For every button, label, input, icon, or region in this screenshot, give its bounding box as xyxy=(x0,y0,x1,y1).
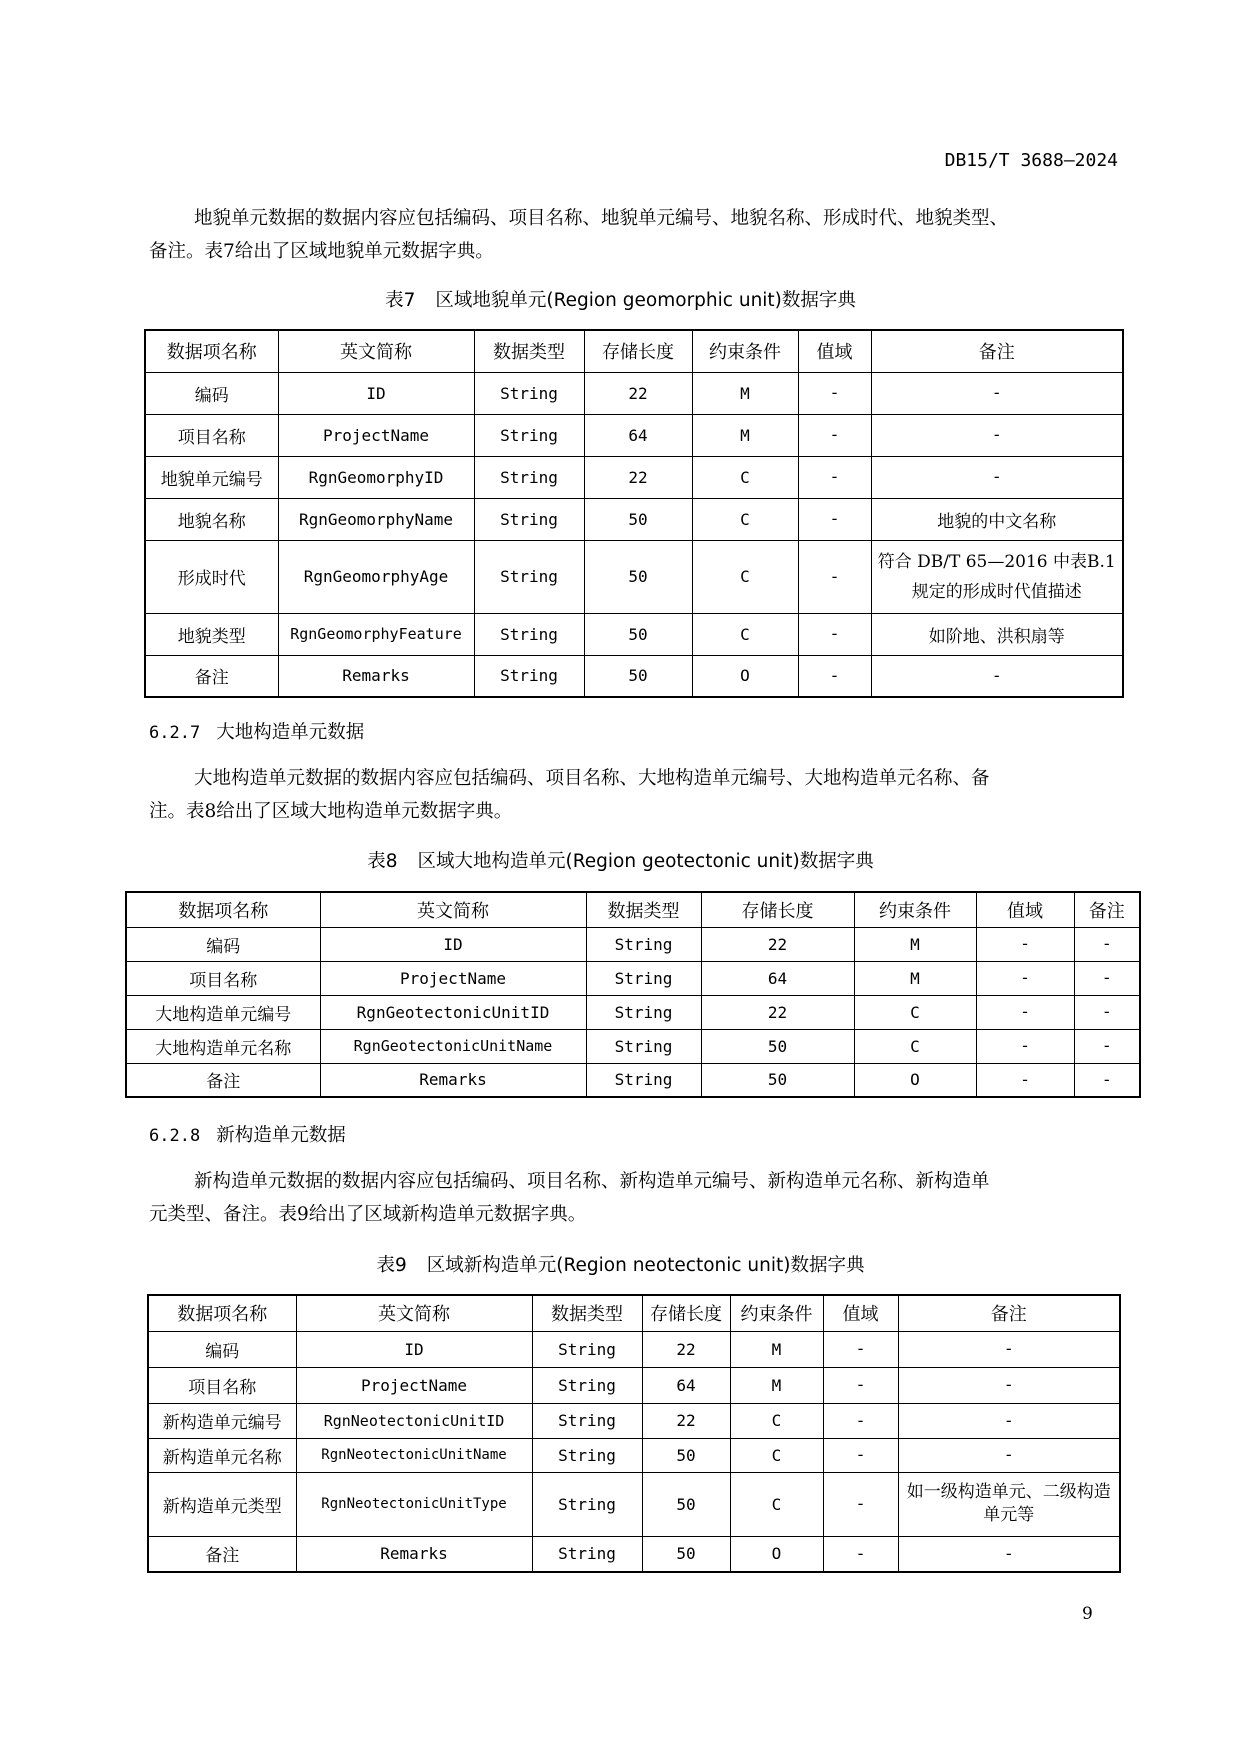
paragraph-neotectonic-intro xyxy=(149,1165,1121,1231)
table-cell: 50 xyxy=(701,1029,854,1063)
table-row xyxy=(126,961,1140,995)
table-cell: 64 xyxy=(642,1367,730,1403)
table-cell: String xyxy=(586,1029,701,1063)
column-header: 值域 xyxy=(976,892,1074,927)
paragraph-line: 新构造单元数据的数据内容应包括编码、项目名称、新构造单元编号、新构造单元名称、新构造单 xyxy=(194,1171,990,1192)
table-row xyxy=(145,498,1123,540)
table-cell: M xyxy=(854,927,976,961)
table-cell: 如阶地、洪积扇等 xyxy=(871,613,1123,655)
table-cell: String xyxy=(586,961,701,995)
paragraph-geomorphic-intro xyxy=(149,202,1121,268)
table-cell: RgnGeotectonicUnitName xyxy=(320,1029,586,1063)
table-cell: C xyxy=(692,498,798,540)
table-cell: 大地构造单元编号 xyxy=(126,995,320,1029)
table-cell: 形成时代 xyxy=(145,540,278,613)
table-cell: 编码 xyxy=(126,927,320,961)
table-cell: - xyxy=(871,414,1123,456)
table-cell: 项目名称 xyxy=(145,414,278,456)
section-title: 新构造单元数据 xyxy=(216,1125,346,1146)
table-row xyxy=(126,1063,1140,1097)
table-cell: - xyxy=(976,995,1074,1029)
table-cell: C xyxy=(692,540,798,613)
column-header: 约束条件 xyxy=(854,892,976,927)
paragraph-line: 大地构造单元数据的数据内容应包括编码、项目名称、大地构造单元编号、大地构造单元名称、备 xyxy=(194,768,990,789)
table-row xyxy=(148,1472,1120,1536)
column-header: 英文简称 xyxy=(296,1295,532,1331)
table-cell: C xyxy=(692,456,798,498)
paragraph-geotectonic-intro xyxy=(149,762,1121,828)
table-row xyxy=(148,1403,1120,1438)
table7-caption xyxy=(0,286,1241,312)
table-cell: - xyxy=(823,1331,898,1367)
column-header: 约束条件 xyxy=(730,1295,823,1331)
table-header-row xyxy=(126,892,1140,927)
table-row xyxy=(148,1536,1120,1572)
section-heading-6-2-8 xyxy=(149,1121,346,1147)
table-cell: - xyxy=(798,372,871,414)
section-number: 6.2.8 xyxy=(149,1126,201,1146)
table-cell: 22 xyxy=(584,456,692,498)
table-cell: - xyxy=(898,1367,1120,1403)
table-cell: - xyxy=(798,456,871,498)
table-row xyxy=(126,927,1140,961)
table-cell: - xyxy=(976,927,1074,961)
table-row xyxy=(148,1438,1120,1472)
table-cell: 地貌名称 xyxy=(145,498,278,540)
table-cell: String xyxy=(586,927,701,961)
table-cell: - xyxy=(798,655,871,697)
table-cell: O xyxy=(692,655,798,697)
table-cell: C xyxy=(854,1029,976,1063)
paragraph-line: 注。表8给出了区域大地构造单元数据字典。 xyxy=(149,801,513,822)
table-cell: RgnGeomorphyID xyxy=(278,456,474,498)
table-cell: - xyxy=(798,540,871,613)
table-cell: - xyxy=(871,655,1123,697)
table-cell: M xyxy=(854,961,976,995)
table-row xyxy=(148,1331,1120,1367)
table-cell: O xyxy=(854,1063,976,1097)
table-cell: ProjectName xyxy=(320,961,586,995)
table-cell: - xyxy=(871,456,1123,498)
table-cell: - xyxy=(1074,927,1140,961)
table-cell: 50 xyxy=(642,1536,730,1572)
table-cell: C xyxy=(730,1438,823,1472)
table-cell: Remarks xyxy=(320,1063,586,1097)
table-cell: String xyxy=(474,372,584,414)
column-header: 数据项名称 xyxy=(148,1295,296,1331)
table-cell: 编码 xyxy=(145,372,278,414)
table-cell: 大地构造单元名称 xyxy=(126,1029,320,1063)
table-cell: 备注 xyxy=(145,655,278,697)
table-cell: 备注 xyxy=(148,1536,296,1572)
table-cell: 备注 xyxy=(126,1063,320,1097)
table-cell: String xyxy=(474,655,584,697)
table-row xyxy=(145,414,1123,456)
table-cell: C xyxy=(730,1403,823,1438)
table-cell: - xyxy=(898,1438,1120,1472)
column-header: 备注 xyxy=(871,330,1123,372)
table-row xyxy=(145,613,1123,655)
table-cell: RgnGeomorphyAge xyxy=(278,540,474,613)
paragraph-line: 元类型、备注。表9给出了区域新构造单元数据字典。 xyxy=(149,1204,587,1225)
table-cell: ID xyxy=(278,372,474,414)
table-cell: String xyxy=(586,995,701,1029)
table-cell: RgnGeotectonicUnitID xyxy=(320,995,586,1029)
table-cell: 新构造单元编号 xyxy=(148,1403,296,1438)
column-header: 数据类型 xyxy=(586,892,701,927)
table-cell: String xyxy=(474,456,584,498)
column-header: 备注 xyxy=(898,1295,1120,1331)
table-cell: 项目名称 xyxy=(148,1367,296,1403)
table-cell: 64 xyxy=(701,961,854,995)
column-header: 英文简称 xyxy=(278,330,474,372)
table-cell: - xyxy=(976,1063,1074,1097)
table-cell: ProjectName xyxy=(296,1367,532,1403)
table-cell: M xyxy=(692,414,798,456)
table-cell: 地貌类型 xyxy=(145,613,278,655)
table9-neotectonic-dictionary xyxy=(147,1294,1121,1573)
table-cell: 22 xyxy=(642,1331,730,1367)
table-cell: - xyxy=(823,1367,898,1403)
column-header: 数据类型 xyxy=(532,1295,642,1331)
table-cell: - xyxy=(898,1403,1120,1438)
table-cell: 如一级构造单元、二级构造单元等 xyxy=(898,1472,1120,1536)
table-cell: String xyxy=(474,540,584,613)
column-header: 存储长度 xyxy=(642,1295,730,1331)
column-header: 数据项名称 xyxy=(145,330,278,372)
section-heading-6-2-7 xyxy=(149,718,364,744)
table-cell: - xyxy=(1074,1029,1140,1063)
table8-caption xyxy=(0,847,1241,873)
table-cell: 新构造单元类型 xyxy=(148,1472,296,1536)
table-cell: - xyxy=(823,1472,898,1536)
table-cell: M xyxy=(730,1367,823,1403)
column-header: 备注 xyxy=(1074,892,1140,927)
table-row xyxy=(148,1367,1120,1403)
table-cell: String xyxy=(586,1063,701,1097)
table-cell: - xyxy=(823,1536,898,1572)
column-header: 值域 xyxy=(823,1295,898,1331)
table-cell: String xyxy=(474,613,584,655)
table-cell: 编码 xyxy=(148,1331,296,1367)
table8-label: 表8 xyxy=(367,851,398,872)
table-cell: String xyxy=(474,498,584,540)
table-row xyxy=(145,372,1123,414)
table-cell: RgnNeotectonicUnitName xyxy=(296,1438,532,1472)
table-cell: 22 xyxy=(701,995,854,1029)
table-row xyxy=(126,995,1140,1029)
table-cell: 新构造单元名称 xyxy=(148,1438,296,1472)
section-number: 6.2.7 xyxy=(149,723,201,743)
table-cell: String xyxy=(532,1367,642,1403)
section-title: 大地构造单元数据 xyxy=(216,722,365,743)
table8-geotectonic-dictionary xyxy=(125,891,1141,1098)
column-header: 英文简称 xyxy=(320,892,586,927)
table-cell: - xyxy=(823,1438,898,1472)
table-cell: ID xyxy=(296,1331,532,1367)
table-row xyxy=(126,1029,1140,1063)
table8-title: 区域大地构造单元(Region geotectonic unit)数据字典 xyxy=(417,851,874,872)
column-header: 值域 xyxy=(798,330,871,372)
table-cell: C xyxy=(692,613,798,655)
table-header-row xyxy=(145,330,1123,372)
table-cell: String xyxy=(532,1472,642,1536)
table-header-row xyxy=(148,1295,1120,1331)
table-cell: ID xyxy=(320,927,586,961)
table-cell: RgnNeotectonicUnitID xyxy=(296,1403,532,1438)
table-cell: RgnGeomorphyName xyxy=(278,498,474,540)
table7-title: 区域地貌单元(Region geomorphic unit)数据字典 xyxy=(435,290,856,311)
column-header: 存储长度 xyxy=(584,330,692,372)
table-cell: 地貌单元编号 xyxy=(145,456,278,498)
table-row xyxy=(145,540,1123,613)
table-cell: 50 xyxy=(584,655,692,697)
table-cell: - xyxy=(1074,995,1140,1029)
table-cell: M xyxy=(730,1331,823,1367)
document-id: DB15/T 3688—2024 xyxy=(944,150,1118,171)
table-cell: 50 xyxy=(642,1472,730,1536)
table-cell: Remarks xyxy=(296,1536,532,1572)
table-cell: 50 xyxy=(584,540,692,613)
table-cell: 地貌的中文名称 xyxy=(871,498,1123,540)
table-cell: - xyxy=(1074,961,1140,995)
table-cell: String xyxy=(474,414,584,456)
table-cell: - xyxy=(871,372,1123,414)
paragraph-line: 地貌单元数据的数据内容应包括编码、项目名称、地貌单元编号、地貌名称、形成时代、地貌类型、 xyxy=(194,208,1009,229)
table-cell: - xyxy=(798,414,871,456)
column-header: 约束条件 xyxy=(692,330,798,372)
table-cell: 项目名称 xyxy=(126,961,320,995)
table-cell: RgnGeomorphyFeature xyxy=(278,613,474,655)
page-number: 9 xyxy=(1082,1604,1093,1624)
table-cell: String xyxy=(532,1438,642,1472)
table-cell: String xyxy=(532,1403,642,1438)
table-cell: Remarks xyxy=(278,655,474,697)
table9-title: 区域新构造单元(Region neotectonic unit)数据字典 xyxy=(426,1255,865,1276)
table-cell: 50 xyxy=(701,1063,854,1097)
table-cell: 50 xyxy=(584,498,692,540)
table9-label: 表9 xyxy=(376,1255,407,1276)
table-cell: 符合 DB/T 65—2016 中表B.1 规定的形成时代值描述 xyxy=(871,540,1123,613)
table-cell: - xyxy=(823,1403,898,1438)
table-cell: - xyxy=(898,1536,1120,1572)
table-cell: C xyxy=(730,1472,823,1536)
table-cell: ProjectName xyxy=(278,414,474,456)
table-cell: RgnNeotectonicUnitType xyxy=(296,1472,532,1536)
table-cell: 50 xyxy=(584,613,692,655)
table7-label: 表7 xyxy=(385,290,416,311)
table-cell: String xyxy=(532,1536,642,1572)
table-cell: - xyxy=(1074,1063,1140,1097)
table7-geomorphic-dictionary xyxy=(144,329,1124,698)
table-cell: M xyxy=(692,372,798,414)
table-cell: - xyxy=(976,961,1074,995)
table-cell: 22 xyxy=(701,927,854,961)
table-cell: String xyxy=(532,1331,642,1367)
table-row xyxy=(145,655,1123,697)
table-cell: - xyxy=(898,1331,1120,1367)
column-header: 数据项名称 xyxy=(126,892,320,927)
table-cell: C xyxy=(854,995,976,1029)
table9-caption xyxy=(0,1251,1241,1277)
table-cell: - xyxy=(798,613,871,655)
column-header: 数据类型 xyxy=(474,330,584,372)
table-cell: 64 xyxy=(584,414,692,456)
table-cell: O xyxy=(730,1536,823,1572)
table-cell: 50 xyxy=(642,1438,730,1472)
paragraph-line: 备注。表7给出了区域地貌单元数据字典。 xyxy=(149,241,494,262)
table-row xyxy=(145,456,1123,498)
table-cell: - xyxy=(976,1029,1074,1063)
table-cell: - xyxy=(798,498,871,540)
column-header: 存储长度 xyxy=(701,892,854,927)
table-cell: 22 xyxy=(584,372,692,414)
table-cell: 22 xyxy=(642,1403,730,1438)
